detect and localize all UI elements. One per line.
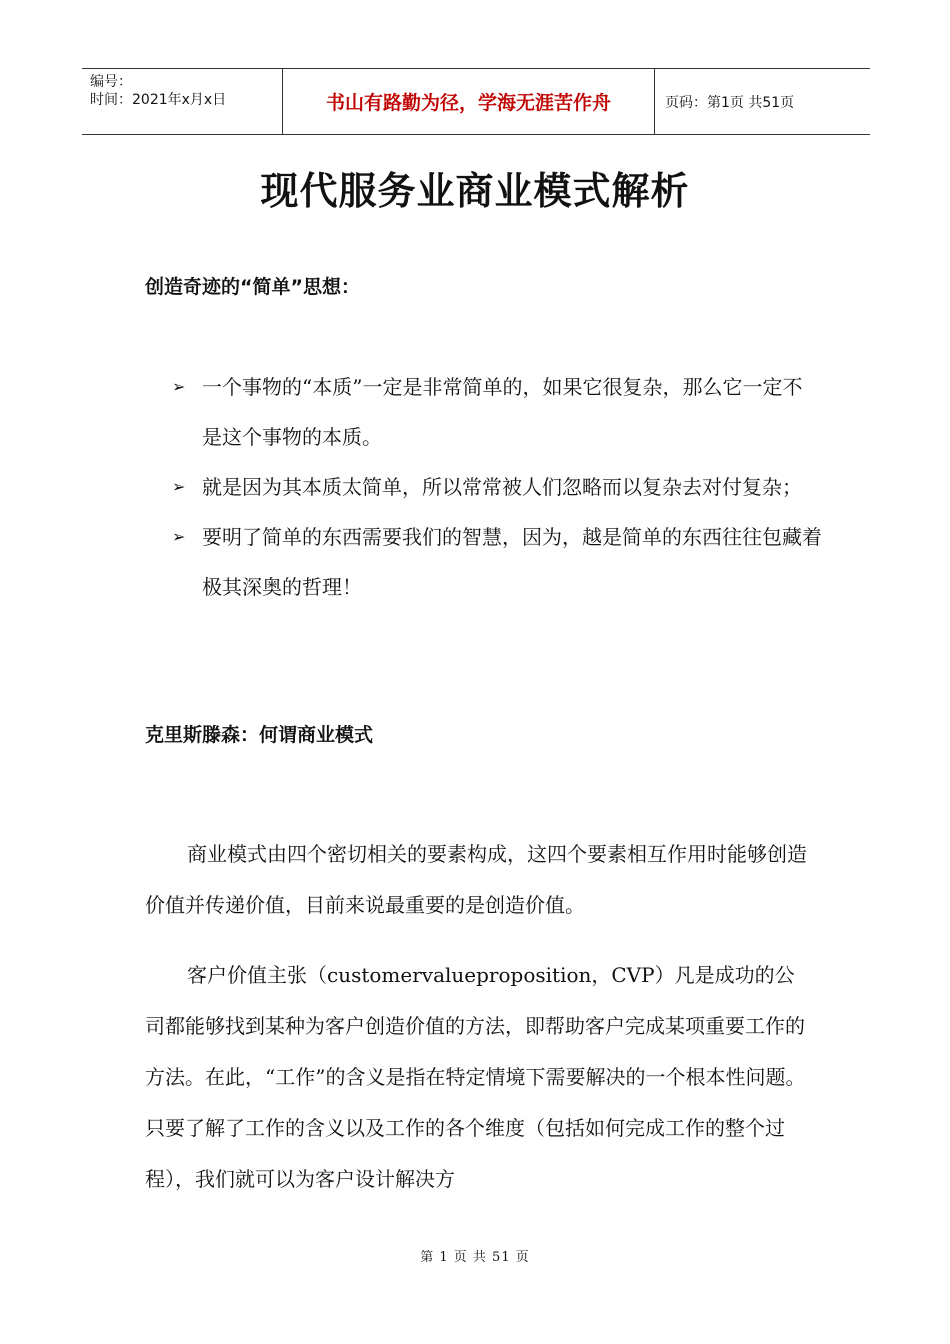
paragraph: 商业模式由四个密切相关的要素构成，这四个要素相互作用时能够创造价值并传递价值，目前来说最重要的是创造价值。 [145, 842, 807, 917]
arrow-right-icon: ➢ [172, 377, 186, 396]
header-number-label: 编号： [90, 74, 132, 90]
header-page-info: 页码：第1页 共51页 [665, 94, 795, 111]
list-item [172, 362, 822, 462]
list-item-text: 就是因为其本质太简单，所以常常被人们忽略而以复杂去对付复杂； [202, 475, 802, 499]
header-meta [82, 69, 282, 134]
bullet-list [172, 362, 822, 612]
list-item-text: 一个事物的“本质”一定是非常简单的，如果它很复杂，那么它一定不是这个事物的本质。 [202, 375, 803, 449]
page-title: 现代服务业商业模式解析 [260, 169, 690, 213]
list-item-text: 要明了简单的东西需要我们的智慧，因为，越是简单的东西往往包藏着极其深奥的哲理！ [202, 525, 822, 599]
header-motto: 书山有路勤为径，学海无涯苦作舟 [282, 69, 655, 134]
list-item [172, 462, 822, 512]
header-date: 时间：2021年x月x日 [90, 92, 227, 108]
section-heading-business-model: 克里斯滕森：何谓商业模式 [145, 724, 374, 746]
document-header [82, 68, 870, 135]
arrow-right-icon: ➢ [172, 477, 186, 496]
list-item [172, 512, 822, 612]
paragraph: 客户价值主张（customervalueproposition，CVP）凡是成功的公司都能够找到某种为客户创造价值的方法，即帮助客户完成某项重要工作的方法。在此，“工作”的含义是指在特定情境下需要解决的一个根本性问题。只要了解了工作的含义以及工作的各个维度（包括如何完成工作的整个过程），我们就可以为客户设计解决方 [145, 963, 806, 1191]
arrow-right-icon: ➢ [172, 527, 186, 546]
section-heading-simple-thought: 创造奇迹的“简单”思想： [145, 276, 360, 298]
page-footer: 第 1 页 共 51 页 [420, 1250, 530, 1265]
